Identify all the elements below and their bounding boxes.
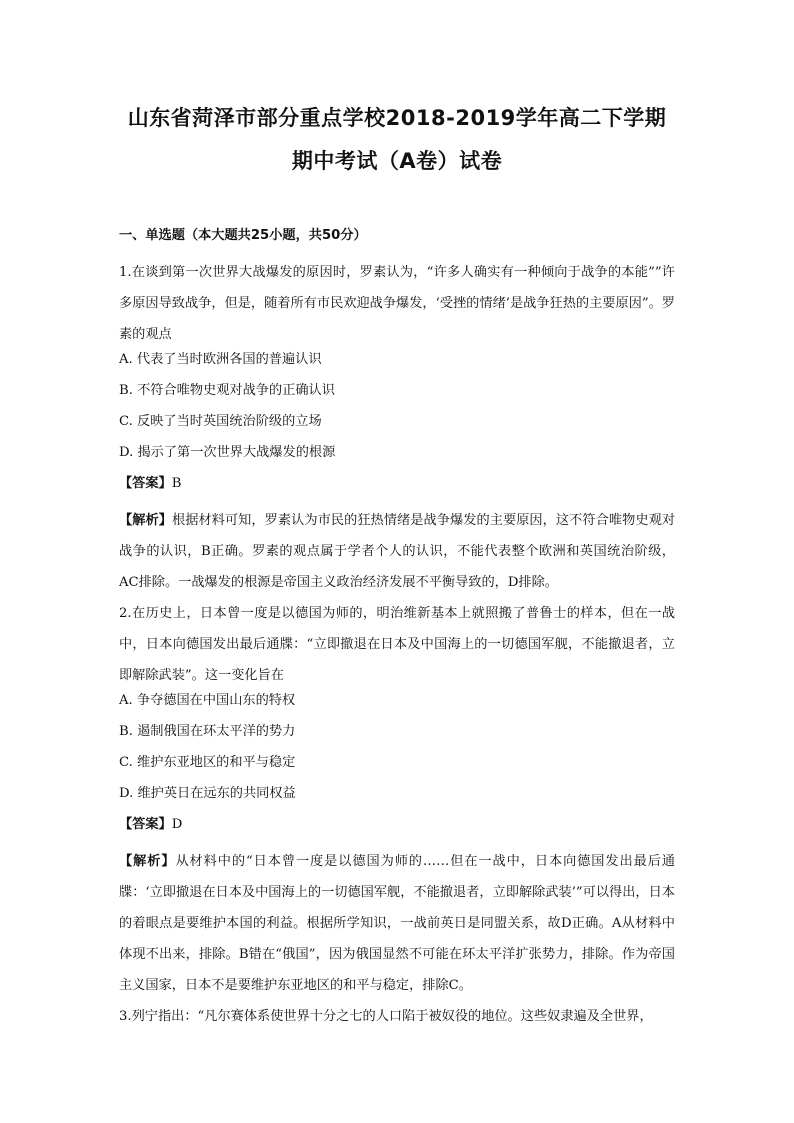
answer-tag: 【答案】	[119, 817, 172, 832]
question-2-option-c: C. 维护东亚地区的和平与稳定	[119, 755, 296, 770]
question-2-option-d: D. 维护英日在远东的共同权益	[119, 786, 296, 801]
question-1-option-b: B. 不符合唯物史观对战争的正确认识	[119, 383, 335, 398]
analysis-text: 从材料中的“日本曾一度是以德国为师的……但在一战中，日本向德国发出最后通牒：‘立即撤退在日本及中国海上的一切德国军舰，不能撤退者，立即解除武装’”可以得出，日本的着眼点是要维护本国的利益。根据所学知识，一战前英日是同盟关系，故D正确。A从材料中体现不出来，排除。B错在“俄国”，因为俄国显然不可能在环太平洋扩张势力，排除。作为帝国主义国家，日本不是要维护东亚地区的和平与稳定，排除C。	[119, 854, 675, 993]
question-2-option-a: A. 争夺德国在中国山东的特权	[119, 693, 296, 708]
question-1-stem: 1.在谈到第一次世界大战爆发的原因时，罗素认为，“许多人确实有一种倾向于战争的本能””许多原因导致战争，但是，随着所有市民欢迎战争爆发，‘受挫的情绪’是战争狂热的主要原因”。罗素的观点	[119, 265, 675, 342]
question-2-option-b: B. 遏制俄国在环太平洋的势力	[119, 724, 296, 739]
question-2-analysis	[119, 846, 675, 1001]
question-1-option-a: A. 代表了当时欧洲各国的普遍认识	[119, 352, 322, 367]
question-1-analysis	[119, 505, 675, 598]
answer-value: D	[171, 817, 183, 832]
question-2-stem: 2.在历史上，日本曾一度是以德国为师的，明治维新基本上就照搬了普鲁士的样本，但在一战中，日本向德国发出最后通牒：“立即撤退在日本及中国海上的一切德国军舰，不能撤退者，立即解除武装”。这一变化旨在	[119, 606, 675, 683]
analysis-tag: 【解析】	[119, 513, 172, 528]
question-2-answer	[119, 815, 675, 846]
question-1-option-d: D. 揭示了第一次世界大战爆发的根源	[119, 445, 336, 460]
document-body	[119, 226, 675, 1032]
section-heading: 一、单选题（本大题共25小题，共50分）	[119, 228, 367, 243]
document-title-line2: 期中考试（A卷）试卷	[291, 149, 503, 173]
question-1-option-c: C. 反映了当时英国统治阶级的立场	[119, 414, 322, 429]
question-3-stem: 3.列宁指出：“凡尔赛体系使世界十分之七的人口陷于被奴役的地位。这些奴隶遍及全世界，	[119, 1009, 653, 1024]
answer-tag: 【答案】	[119, 476, 172, 491]
answer-value: B	[171, 476, 182, 491]
document-title-line1: 山东省菏泽市部分重点学校2018-2019学年高二下学期	[127, 106, 667, 130]
analysis-tag: 【解析】	[119, 854, 176, 869]
question-1-answer	[119, 474, 675, 505]
analysis-text: 根据材料可知，罗素认为市民的狂热情绪是战争爆发的主要原因，这不符合唯物史观对战争的认识，B正确。罗素的观点属于学者个人的认识，不能代表整个欧洲和英国统治阶级，AC排除。一战爆发的根源是帝国主义政治经济发展不平衡导致的，D排除。	[119, 513, 676, 590]
